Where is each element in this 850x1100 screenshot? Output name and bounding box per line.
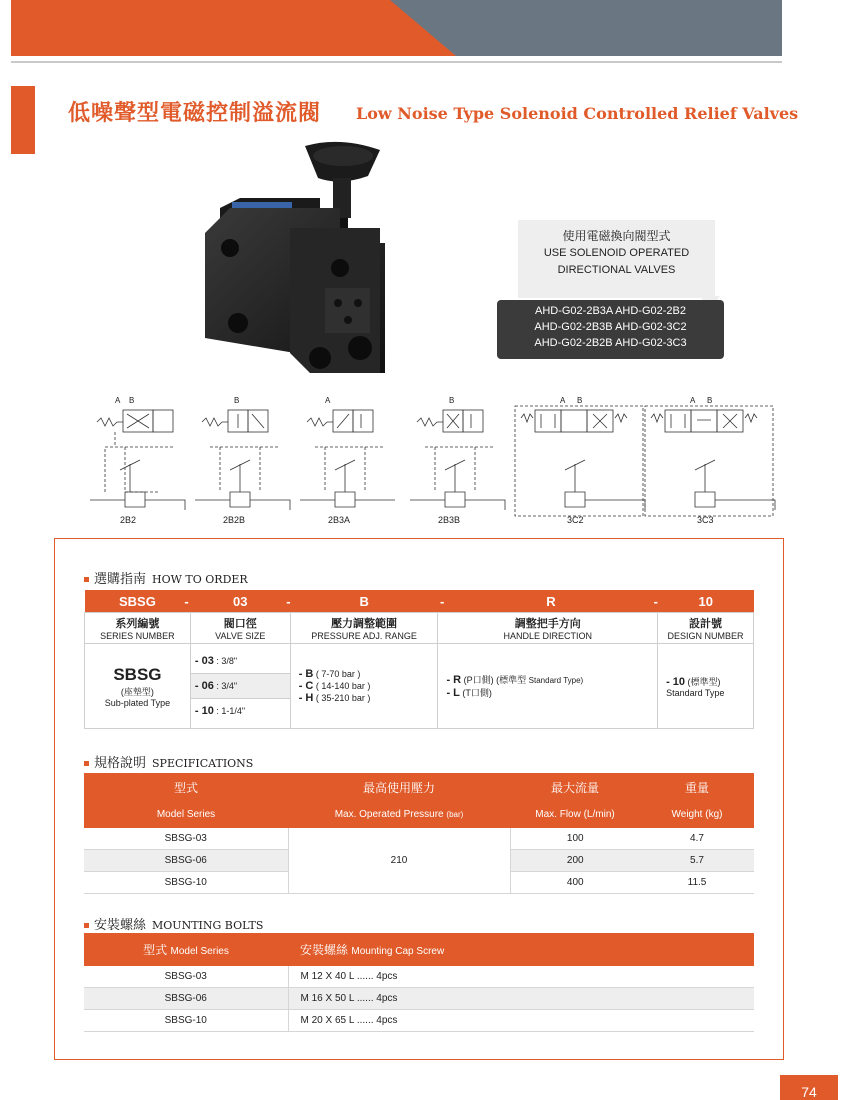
page-title-en: Low Noise Type Solenoid Controlled Relief Valves xyxy=(356,104,799,123)
order-title-zh: 選購指南 xyxy=(94,572,147,587)
series-cell: SBSG (座墊型) Sub-plated Type xyxy=(85,644,191,729)
symbol-3c2 xyxy=(515,396,645,525)
valve-model-line: AHD-G02-2B2B AHD-G02-3C3 xyxy=(534,337,687,349)
order-code-row xyxy=(85,590,754,613)
specs-header-en-row xyxy=(84,801,754,828)
valve-model-line: AHD-G02-2B3A AHD-G02-2B2 xyxy=(534,305,686,317)
port-label: B xyxy=(707,396,713,405)
header-band-orange xyxy=(11,0,456,56)
handle-cell: - R (P口側) (標準型 Standard Type) - L (T口側) xyxy=(438,644,658,729)
symbol-3c3 xyxy=(645,396,775,525)
code-handle: - R xyxy=(438,590,658,613)
specs-header-weight-en: Weight (kg) xyxy=(640,801,754,828)
table-row: SBSG-03 M 12 X 40 L ...... 4pcs xyxy=(84,966,754,988)
table-row: SBSG-10 400 11.5 xyxy=(84,872,754,894)
specs-header-weight: 重量 xyxy=(640,773,754,801)
table-row: SBSG-10 M 20 X 65 L ...... 4pcs xyxy=(84,1010,754,1032)
specs-title-en: SPECIFICATIONS xyxy=(152,757,254,770)
callout-title-zh: 使用電磁換向閥型式 xyxy=(562,229,671,243)
symbol-2b2b xyxy=(195,396,290,525)
port-label: A xyxy=(115,396,121,405)
header-band-grey xyxy=(390,0,782,56)
bullet-square xyxy=(84,923,89,928)
bolts-header-model: 型式 Model Series xyxy=(84,933,288,966)
specs-header-pressure-en: Max. Operated Pressure (bar) xyxy=(288,801,510,828)
port-label: B xyxy=(577,396,583,405)
port-label: A xyxy=(690,396,696,405)
code-series: SBSG xyxy=(85,590,191,613)
order-title-en: HOW TO ORDER xyxy=(152,573,248,586)
bolts-section-title xyxy=(84,914,263,933)
specs-table xyxy=(84,773,754,894)
symbol-label: 3C2 xyxy=(567,515,584,525)
symbol-label: 2B3B xyxy=(438,515,461,525)
code-pressure: - B xyxy=(290,590,438,613)
specs-header-flow: 最大流量 xyxy=(510,773,640,801)
specs-header-flow-en: Max. Flow (L/min) xyxy=(510,801,640,828)
symbol-2b2 xyxy=(90,396,185,525)
specs-header-model: 型式 xyxy=(84,773,288,801)
size-cell: - 03 : 3/8" - 06 : 3/4" - 10 : 1-1/4" xyxy=(190,644,290,729)
bullet-square xyxy=(84,761,89,766)
symbol-2b3b xyxy=(410,396,505,525)
table-row: SBSG-03 210 100 4.7 xyxy=(84,828,754,850)
port-label: A xyxy=(325,396,331,405)
specs-header-pressure: 最高使用壓力 xyxy=(288,773,510,801)
solenoid-callout xyxy=(518,220,715,298)
order-header-row xyxy=(85,613,754,644)
pressure-cell: - B ( 7-70 bar ) - C ( 14-140 bar ) - H ( 35-210 bar ) xyxy=(290,644,438,729)
hydraulic-symbols xyxy=(80,392,780,527)
valve-model-line: AHD-G02-2B3B AHD-G02-3C2 xyxy=(534,321,687,333)
bolts-table xyxy=(84,933,754,1032)
callout-title-en1: USE SOLENOID OPERATED xyxy=(543,247,690,259)
symbol-label: 2B2B xyxy=(223,515,246,525)
order-section-title xyxy=(84,568,248,587)
port-label: B xyxy=(129,396,135,405)
header-size: 閥口徑 VALVE SIZE xyxy=(190,613,290,644)
port-label: A xyxy=(560,396,566,405)
symbol-label: 3C3 xyxy=(697,515,714,525)
side-marker xyxy=(11,86,35,154)
valve-product-image xyxy=(200,138,390,383)
header-design: 設計號 DESIGN NUMBER xyxy=(658,613,754,644)
bolts-header-screw: 安裝螺絲 Mounting Cap Screw xyxy=(288,933,754,966)
code-size: - 03 xyxy=(190,590,290,613)
bolts-header-row xyxy=(84,933,754,966)
page-title-zh: 低噪聲型電磁控制溢流閥 xyxy=(68,101,322,126)
table-row: SBSG-06 200 5.7 xyxy=(84,850,754,872)
callout-title-en2: DIRECTIONAL VALVES xyxy=(557,264,676,276)
bolts-title-en: MOUNTING BOLTS xyxy=(152,919,264,932)
table-row: SBSG-06 M 16 X 50 L ...... 4pcs xyxy=(84,988,754,1010)
order-table xyxy=(84,590,754,729)
header-rule xyxy=(11,61,782,63)
specs-section-title xyxy=(84,752,253,771)
header-pressure: 壓力調整範圍 PRESSURE ADJ. RANGE xyxy=(290,613,438,644)
order-body-row xyxy=(85,644,754,729)
code-design: - 10 xyxy=(658,590,754,613)
design-cell: - 10 (標準型) Standard Type xyxy=(658,644,754,729)
valve-model-list xyxy=(497,300,724,359)
port-label: B xyxy=(234,396,240,405)
symbol-2b3a xyxy=(300,396,395,525)
page-number: 74 xyxy=(780,1075,838,1100)
symbol-label: 2B2 xyxy=(120,515,137,525)
specs-header-model-en: Model Series xyxy=(84,801,288,828)
bolts-title-zh: 安裝螺絲 xyxy=(94,918,147,933)
header-series: 系列編號 SERIES NUMBER xyxy=(85,613,191,644)
symbol-label: 2B3A xyxy=(328,515,351,525)
specs-pressure-value: 210 xyxy=(288,828,510,894)
bullet-square xyxy=(84,577,89,582)
header-handle: 調整把手方向 HANDLE DIRECTION xyxy=(438,613,658,644)
port-label: B xyxy=(449,396,455,405)
specs-title-zh: 規格說明 xyxy=(94,756,147,771)
specs-header-zh-row xyxy=(84,773,754,801)
